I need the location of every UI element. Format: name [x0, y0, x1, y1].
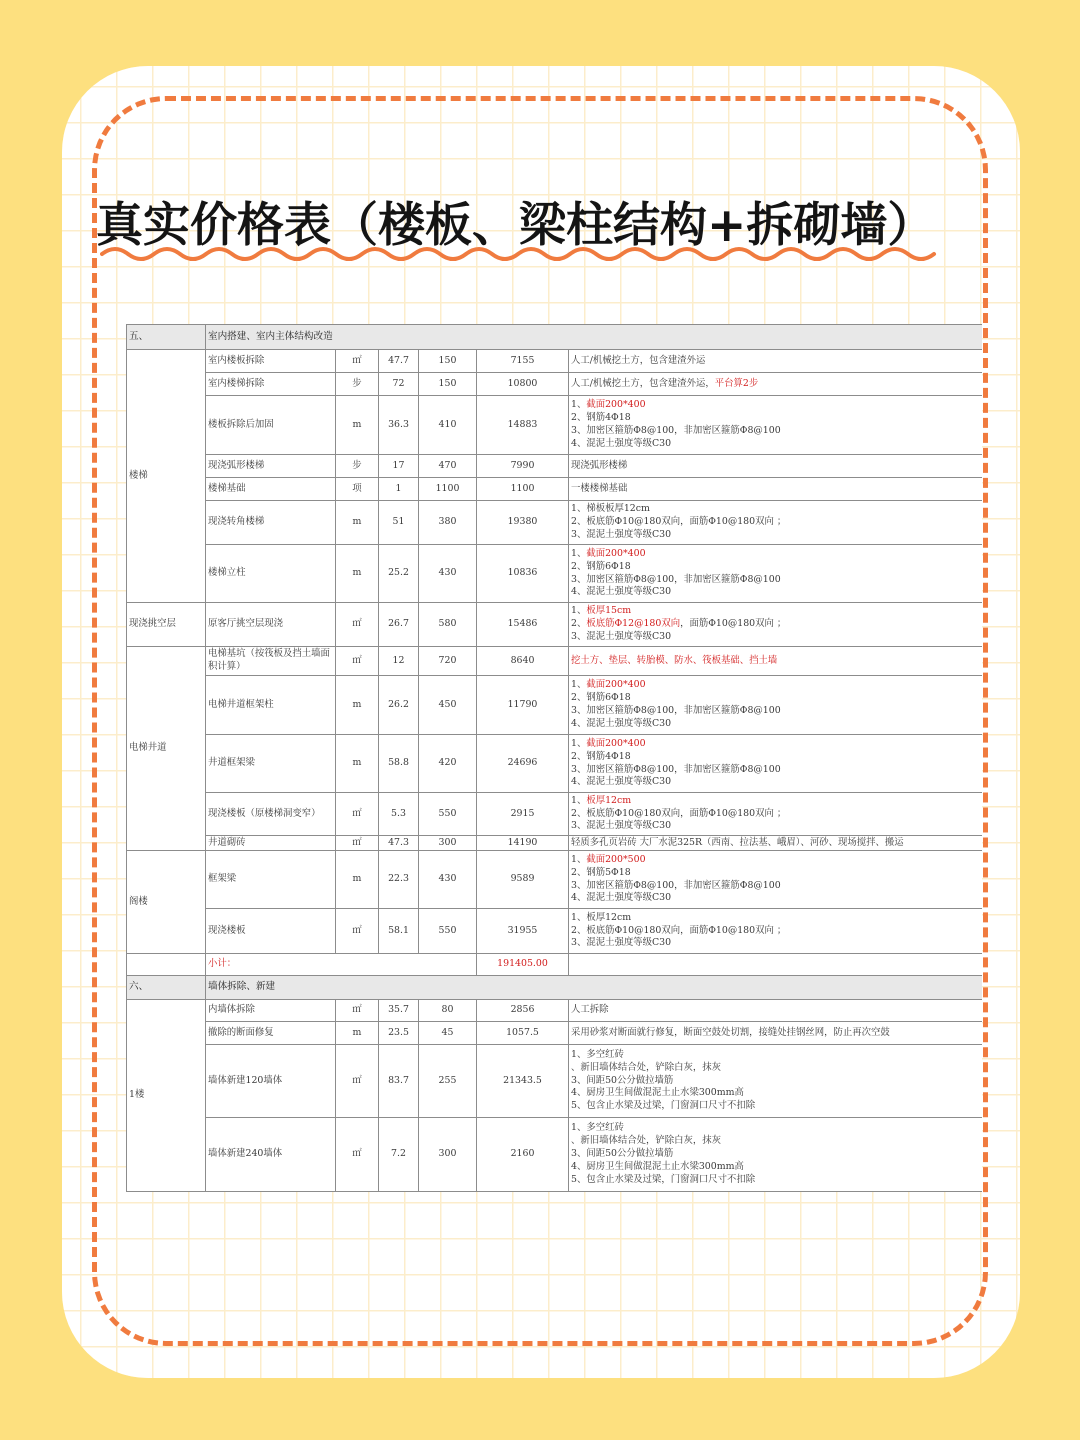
note-highlight: 截面200*400: [586, 737, 646, 749]
item-note: [569, 1118, 983, 1192]
item-price: 470: [419, 455, 477, 478]
item-qty: 12: [379, 647, 419, 676]
table-row: [127, 851, 983, 909]
item-note: 一楼楼梯基础: [569, 478, 983, 501]
note-line: 3、加密区箍筋Φ8@100，非加密区箍筋Φ8@100: [571, 879, 781, 891]
item-price: 45: [419, 1022, 477, 1045]
note-line: 3、加密区箍筋Φ8@100，非加密区箍筋Φ8@100: [571, 573, 781, 585]
item-unit: 项: [336, 478, 379, 501]
table-row: [127, 1118, 983, 1192]
item-unit: ㎡: [336, 836, 379, 851]
item-name: 撤除的断面修复: [206, 1022, 336, 1045]
item-unit: ㎡: [336, 1045, 379, 1118]
item-note: [569, 603, 983, 647]
item-unit: ㎡: [336, 1118, 379, 1192]
note-line: 4、厨房卫生间做混泥土止水梁300mm高: [571, 1087, 744, 1099]
item-qty: 1: [379, 478, 419, 501]
item-name: 墙体新建120墙体: [206, 1045, 336, 1118]
note-line: 2、板底筋Φ10@180双向，面筋Φ10@180双向 ；: [571, 807, 787, 819]
group-label: 1楼: [127, 1000, 206, 1192]
item-note: [569, 373, 983, 396]
item-note: 人工拆除: [569, 1000, 983, 1022]
note-line: 4、混泥土强度等级C30: [571, 892, 672, 904]
item-qty: 5.3: [379, 793, 419, 836]
table-row: [127, 396, 983, 455]
item-note: [569, 735, 983, 793]
item-unit: m: [336, 1022, 379, 1045]
note-line: 1、板厚15cm: [571, 605, 632, 617]
section-title: 墙体拆除、新建: [206, 976, 983, 1000]
item-name: 现浇楼板: [206, 909, 336, 954]
item-unit: ㎡: [336, 647, 379, 676]
item-price: 420: [419, 735, 477, 793]
note-line: 2、板底筋Φ10@180双向，面筋Φ10@180双向 ；: [571, 924, 787, 936]
item-note: [569, 909, 983, 954]
item-total: 1100: [477, 478, 569, 501]
note-line: 3、混泥土强度等级C30: [571, 528, 672, 540]
note-line: 2、板底筋Φ10@180双向，面筋Φ10@180双向 ；: [571, 516, 787, 528]
item-price: 150: [419, 350, 477, 373]
item-unit: m: [336, 545, 379, 603]
group-label: 楼梯: [127, 350, 206, 603]
table-row: [127, 373, 983, 396]
item-qty: 83.7: [379, 1045, 419, 1118]
table-row: [127, 647, 983, 676]
note-line: 3、加密区箍筋Φ8@100，非加密区箍筋Φ8@100: [571, 425, 781, 436]
table-row: [127, 1045, 983, 1118]
note-line: 5、包含止水梁及过梁，门窗洞口尺寸不扣除: [571, 1173, 756, 1185]
note-line: 3、混泥土强度等级C30: [571, 937, 672, 949]
item-note: 采用砂浆对断面就行修复，断面空鼓处切割，接缝处挂钢丝网，防止再次空鼓: [569, 1022, 983, 1045]
item-name: 室内楼梯拆除: [206, 373, 336, 396]
item-total: 15486: [477, 603, 569, 647]
note-line: 1、截面200*400: [571, 737, 646, 749]
table-row: [127, 603, 983, 647]
item-note: 挖土方、垫层、转胎模、防水、筏板基础、挡土墙: [569, 647, 983, 676]
item-unit: ㎡: [336, 1000, 379, 1022]
note-line: 1、截面200*400: [571, 679, 646, 691]
note-highlight: 截面200*400: [586, 399, 646, 411]
item-name: 室内楼板拆除: [206, 350, 336, 373]
item-total: 19380: [477, 501, 569, 545]
item-qty: 26.2: [379, 676, 419, 735]
item-qty: 35.7: [379, 1000, 419, 1022]
note-line: 、新旧墙体结合处，铲除白灰，抹灰: [571, 1061, 722, 1073]
item-name: 电梯基坑（按筏板及挡土墙面积计算）: [206, 647, 336, 676]
group-label: 阁楼: [127, 851, 206, 954]
item-unit: m: [336, 735, 379, 793]
table-row: [127, 735, 983, 793]
item-total: 8640: [477, 647, 569, 676]
note-line: 3、加密区箍筋Φ8@100，非加密区箍筋Φ8@100: [571, 763, 781, 775]
note-line: 3、间距50公分做拉墙筋: [571, 1074, 674, 1086]
note-line: 1、板厚12cm: [571, 911, 632, 923]
subtotal-value: 191405.00: [477, 954, 569, 976]
note-line: 2、钢筋4Φ18: [571, 412, 631, 424]
item-unit: ㎡: [336, 350, 379, 373]
item-price: 550: [419, 909, 477, 954]
note-line: 2、钢筋4Φ18: [571, 750, 631, 762]
item-total: 14883: [477, 396, 569, 455]
item-note: 现浇弧形楼梯: [569, 455, 983, 478]
item-unit: m: [336, 851, 379, 909]
note-highlight: 截面200*400: [586, 547, 646, 559]
item-name: 现浇弧形楼梯: [206, 455, 336, 478]
note-line: 5、包含止水梁及过梁，门窗洞口尺寸不扣除: [571, 1100, 756, 1112]
item-price: 430: [419, 545, 477, 603]
item-price: 430: [419, 851, 477, 909]
item-total: 2160: [477, 1118, 569, 1192]
table-row: [127, 455, 983, 478]
note-line: 4、混泥土强度等级C30: [571, 776, 672, 788]
item-qty: 7.2: [379, 1118, 419, 1192]
note-line: 3、间距50公分做拉墙筋: [571, 1148, 674, 1160]
note-line: 、新旧墙体结合处，铲除白灰，抹灰: [571, 1135, 722, 1147]
note-highlight: 板底筋Φ12@180双向: [586, 618, 681, 630]
item-note: [569, 793, 983, 836]
note-line: 1、多空红砖: [571, 1048, 624, 1060]
item-price: 450: [419, 676, 477, 735]
note-line: 3、加密区箍筋Φ8@100，非加密区箍筋Φ8@100: [571, 705, 781, 716]
item-unit: ㎡: [336, 909, 379, 954]
item-name: 现浇楼板（原楼梯洞变窄）: [206, 793, 336, 836]
item-qty: 58.1: [379, 909, 419, 954]
note-highlight: 板厚15cm: [586, 605, 632, 617]
table-row: [127, 793, 983, 836]
item-total: 24696: [477, 735, 569, 793]
item-total: 14190: [477, 836, 569, 851]
item-unit: ㎡: [336, 793, 379, 836]
item-unit: m: [336, 396, 379, 455]
item-name: 楼梯立柱: [206, 545, 336, 603]
item-total: 10800: [477, 373, 569, 396]
item-price: 150: [419, 373, 477, 396]
table-row: [127, 1022, 983, 1045]
subtotal-row: [127, 954, 983, 976]
note-line: 4、混泥土强度等级C30: [571, 586, 672, 598]
item-price: 410: [419, 396, 477, 455]
item-total: 2915: [477, 793, 569, 836]
item-total: 7155: [477, 350, 569, 373]
item-qty: 58.8: [379, 735, 419, 793]
item-price: 550: [419, 793, 477, 836]
note-line: 2、板底筋Φ12@180双向，面筋Φ10@180双向 ；: [571, 618, 787, 630]
note-line: 1、截面200*500: [571, 853, 646, 865]
group-label: 电梯井道: [127, 647, 206, 851]
note-line: 2、钢筋6Φ18: [571, 692, 631, 704]
item-note: 人工/机械挖土方，包含建渣外运: [569, 350, 983, 373]
item-qty: 51: [379, 501, 419, 545]
note-line: 4、厨房卫生间做混泥土止水梁300mm高: [571, 1160, 744, 1172]
note-line: 3、混泥土强度等级C30: [571, 630, 672, 642]
note-line: 1、截面200*400: [571, 399, 646, 411]
item-price: 720: [419, 647, 477, 676]
section-title: 室内搭建、室内主体结构改造: [206, 325, 983, 350]
table-row: [127, 836, 983, 851]
price-spreadsheet: [126, 324, 982, 1192]
note-highlight: 平台算2步: [714, 377, 759, 389]
item-name: 楼梯基础: [206, 478, 336, 501]
item-name: 电梯井道框架柱: [206, 676, 336, 735]
item-qty: 47.3: [379, 836, 419, 851]
note-highlight: 截面200*400: [586, 679, 646, 691]
table-row: [127, 478, 983, 501]
note-line: 4、混泥土强度等级C30: [571, 437, 672, 449]
page-title: 真实价格表（楼板、梁柱结构+拆砌墙）: [96, 198, 935, 253]
item-unit: ㎡: [336, 603, 379, 647]
item-price: 300: [419, 1118, 477, 1192]
item-unit: m: [336, 676, 379, 735]
section-number: 六、: [127, 976, 206, 1000]
note-line: 1、截面200*400: [571, 547, 646, 559]
item-unit: m: [336, 501, 379, 545]
section-header-row: [127, 976, 983, 1000]
note-text: 人工/机械挖土方，包含建渣外运，: [571, 377, 715, 389]
section-header-row: [127, 325, 983, 350]
note-highlight: 截面200*500: [586, 853, 646, 865]
table-row: [127, 676, 983, 735]
item-qty: 36.3: [379, 396, 419, 455]
item-note: [569, 501, 983, 545]
note-line: 2、钢筋5Φ18: [571, 866, 631, 878]
item-note: [569, 851, 983, 909]
item-unit: 步: [336, 373, 379, 396]
item-total: 21343.5: [477, 1045, 569, 1118]
subtotal-label: 小计：: [206, 954, 477, 976]
note-line: 4、混泥土强度等级C30: [571, 717, 672, 729]
item-unit: 步: [336, 455, 379, 478]
item-name: 楼板拆除后加固: [206, 396, 336, 455]
item-name: 原客厅挑空层现浇: [206, 603, 336, 647]
item-price: 300: [419, 836, 477, 851]
item-name: 现浇转角楼梯: [206, 501, 336, 545]
item-total: 10836: [477, 545, 569, 603]
item-price: 580: [419, 603, 477, 647]
item-note: [569, 545, 983, 603]
item-price: 1100: [419, 478, 477, 501]
note-line: 1、梯板板厚12cm: [571, 503, 650, 515]
item-price: 80: [419, 1000, 477, 1022]
item-note: [569, 1045, 983, 1118]
note-line: 1、多空红砖: [571, 1122, 624, 1134]
table-row: [127, 545, 983, 603]
section-number: 五、: [127, 325, 206, 350]
note-line: 3、混泥土强度等级C30: [571, 820, 672, 832]
note-line: 2、钢筋6Φ18: [571, 560, 631, 572]
note-highlight: 板厚12cm: [586, 794, 632, 806]
table-row: [127, 501, 983, 545]
item-note: [569, 676, 983, 735]
item-name: 内墙体拆除: [206, 1000, 336, 1022]
wavy-underline-icon: [100, 244, 945, 264]
item-qty: 23.5: [379, 1022, 419, 1045]
item-price: 380: [419, 501, 477, 545]
note-line: 1、板厚12cm: [571, 794, 632, 806]
item-qty: 72: [379, 373, 419, 396]
item-note: 轻质多孔页岩砖 大厂水泥325R（西南、拉法基、峨眉）、河砂、现场搅拌、搬运: [569, 836, 983, 851]
item-total: 11790: [477, 676, 569, 735]
item-total: 2856: [477, 1000, 569, 1022]
item-total: 1057.5: [477, 1022, 569, 1045]
item-qty: 17: [379, 455, 419, 478]
table-row: [127, 350, 983, 373]
item-name: 井道砌砖: [206, 836, 336, 851]
item-name: 框架梁: [206, 851, 336, 909]
table-row: [127, 1000, 983, 1022]
group-label: 现浇挑空层: [127, 603, 206, 647]
table-row: [127, 909, 983, 954]
item-price: 255: [419, 1045, 477, 1118]
item-total: 31955: [477, 909, 569, 954]
item-qty: 25.2: [379, 545, 419, 603]
item-total: 7990: [477, 455, 569, 478]
item-note: [569, 396, 983, 455]
item-name: 墙体新建240墙体: [206, 1118, 336, 1192]
price-table: [126, 324, 982, 1192]
item-qty: 22.3: [379, 851, 419, 909]
item-qty: 26.7: [379, 603, 419, 647]
item-qty: 47.7: [379, 350, 419, 373]
item-total: 9589: [477, 851, 569, 909]
item-name: 井道框架梁: [206, 735, 336, 793]
